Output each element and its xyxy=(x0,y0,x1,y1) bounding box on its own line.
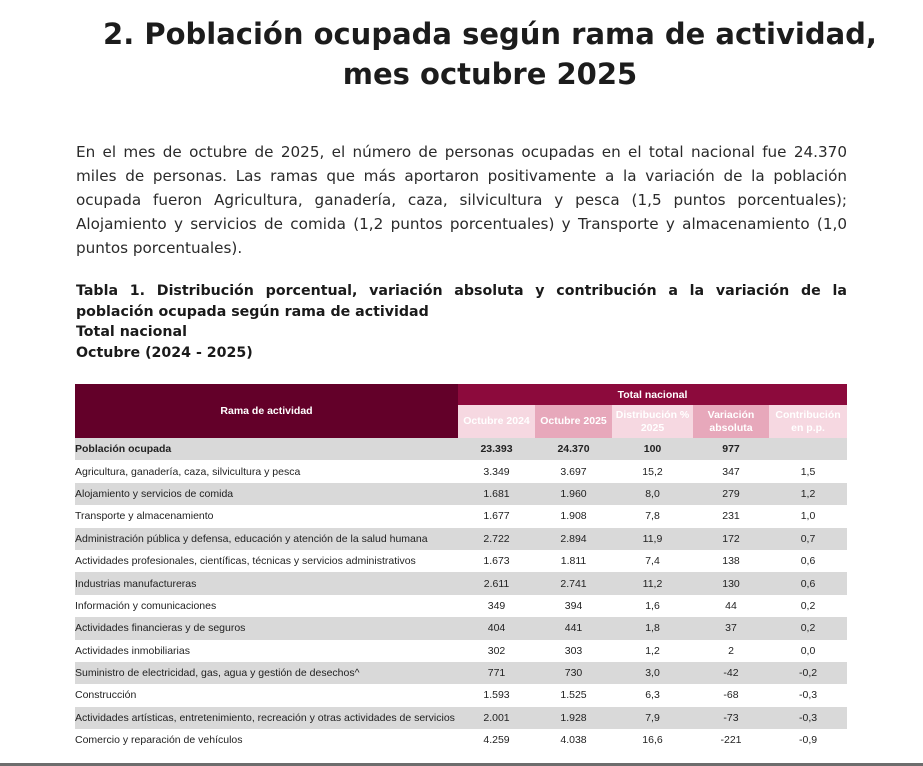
table-row xyxy=(75,640,847,662)
table-row xyxy=(75,707,847,729)
cell-distribucion: 3,0 xyxy=(612,662,693,684)
cell-octubre-2024: 3.349 xyxy=(483,465,510,478)
cell-variacion: 44 xyxy=(725,599,737,612)
cell-distribucion: 1,2 xyxy=(645,644,660,657)
row-label: Población ocupada xyxy=(75,438,458,460)
cell-variacion: 231 xyxy=(722,510,740,523)
table-row xyxy=(75,595,847,617)
row-label: Agricultura, ganadería, caza, silvicultura y pesca xyxy=(75,465,301,478)
cell-contribucion: -0,3 xyxy=(769,707,847,729)
table-period: Octubre (2024 - 2025) xyxy=(76,344,253,361)
row-label: Actividades inmobiliarias xyxy=(75,644,190,657)
table-caption xyxy=(76,281,847,363)
cell-variacion: 138 xyxy=(722,555,740,568)
cell-octubre-2024: 1.677 xyxy=(483,510,510,523)
row-label: Actividades financieras y de seguros xyxy=(75,617,458,639)
cell-variacion: 2 xyxy=(728,644,734,657)
cell-octubre-2024: 771 xyxy=(458,662,535,684)
row-label: Actividades profesionales, científicas, técnicas y servicios administrativos xyxy=(75,555,416,568)
column-header-variacion: Variación absoluta xyxy=(693,405,769,438)
cell-octubre-2024: 1.593 xyxy=(483,689,510,702)
cell-octubre-2025: 1.960 xyxy=(535,483,612,505)
table-row xyxy=(75,505,847,527)
cell-octubre-2024: 2.722 xyxy=(458,528,535,550)
row-label: Comercio y reparación de vehículos xyxy=(75,734,243,747)
table-row xyxy=(75,572,847,594)
row-label: Transporte y almacenamiento xyxy=(75,510,214,523)
cell-contribucion xyxy=(769,438,847,460)
cell-octubre-2024: 349 xyxy=(487,599,506,612)
cell-variacion: -221 xyxy=(720,734,742,747)
column-header-octubre-2024: Octubre 2024 xyxy=(458,405,535,438)
cell-distribucion: 16,6 xyxy=(642,734,663,747)
cell-distribucion: 7,8 xyxy=(645,510,660,523)
cell-distribucion: 11,9 xyxy=(612,528,693,550)
cell-octubre-2025: 730 xyxy=(535,662,612,684)
cell-variacion: -42 xyxy=(693,662,769,684)
cell-contribucion: 0,2 xyxy=(800,599,816,612)
cell-variacion: -68 xyxy=(723,689,739,702)
cell-octubre-2025: 1.928 xyxy=(535,707,612,729)
cell-distribucion: 1,6 xyxy=(645,599,660,612)
cell-variacion: 279 xyxy=(693,483,769,505)
cell-octubre-2025: 4.038 xyxy=(560,734,587,747)
row-label: Suministro de electricidad, gas, agua y gestión de desechos^ xyxy=(75,662,458,684)
cell-variacion: 172 xyxy=(693,528,769,550)
table-title: Tabla 1. Distribución porcentual, variación absoluta y contribución a la variación de la población ocupada según rama de actividad xyxy=(76,283,847,320)
intro-paragraph: En el mes de octubre de 2025, el número de personas ocupadas en el total nacional fue 24.370 miles de personas. Las ramas que más aportaron positivamente a la variación de la población ocupada fueron Agricultura, ganadería, caza, silvicultura y pesca (1,5 puntos porcentuales); Alojamiento y servicios de comida (1,2 puntos porcentuales) y Transporte y almacenamiento (1,0 puntos porcentuales). xyxy=(76,143,847,257)
column-header-octubre-2025: Octubre 2025 xyxy=(535,405,612,438)
cell-octubre-2024: 404 xyxy=(458,617,535,639)
cell-contribucion: 1,2 xyxy=(769,483,847,505)
cell-contribucion: 0,2 xyxy=(769,617,847,639)
cell-octubre-2025: 303 xyxy=(564,644,583,657)
cell-octubre-2024: 23.393 xyxy=(458,438,535,460)
cell-variacion: -73 xyxy=(693,707,769,729)
row-label: Información y comunicaciones xyxy=(75,599,217,612)
cell-distribucion: 6,3 xyxy=(645,689,660,702)
table-row xyxy=(75,617,847,639)
cell-octubre-2024: 1.681 xyxy=(458,483,535,505)
row-label: Alojamiento y servicios de comida xyxy=(75,483,458,505)
table-row xyxy=(75,483,847,505)
table-row xyxy=(75,662,847,684)
cell-octubre-2025: 1.908 xyxy=(560,510,587,523)
table-row-total xyxy=(75,438,847,460)
cell-octubre-2024: 302 xyxy=(487,644,506,657)
cell-contribucion: 0,0 xyxy=(800,644,816,657)
cell-distribucion: 15,2 xyxy=(642,465,663,478)
column-header-distribucion: Distribución % 2025 xyxy=(612,405,693,438)
cell-variacion: 37 xyxy=(693,617,769,639)
cell-contribucion: 1,0 xyxy=(800,510,816,523)
group-header-total-nacional: Total nacional xyxy=(458,384,847,405)
row-label: Industrias manufactureras xyxy=(75,572,458,594)
cell-octubre-2024: 1.673 xyxy=(483,555,510,568)
cell-octubre-2024: 2.001 xyxy=(458,707,535,729)
cell-octubre-2024: 4.259 xyxy=(483,734,510,747)
cell-octubre-2025: 24.370 xyxy=(535,438,612,460)
cell-octubre-2025: 3.697 xyxy=(560,465,587,478)
cell-contribucion: -0,3 xyxy=(798,689,818,702)
cell-distribucion: 1,8 xyxy=(612,617,693,639)
row-label: Construcción xyxy=(75,689,137,702)
column-header-rama: Rama de actividad xyxy=(75,384,458,438)
table-body xyxy=(75,438,847,751)
cell-contribucion: 1,5 xyxy=(800,465,816,478)
cell-distribucion: 7,9 xyxy=(612,707,693,729)
cell-distribucion: 11,2 xyxy=(612,572,693,594)
table-row xyxy=(75,460,847,482)
cell-octubre-2025: 441 xyxy=(535,617,612,639)
title-line-2: mes octubre 2025 xyxy=(342,57,638,91)
cell-octubre-2025: 394 xyxy=(564,599,583,612)
table-row xyxy=(75,729,847,751)
cell-octubre-2024: 2.611 xyxy=(458,572,535,594)
cell-contribucion: -0,2 xyxy=(769,662,847,684)
table-row xyxy=(75,550,847,572)
cell-distribucion: 8,0 xyxy=(612,483,693,505)
row-label: Actividades artísticas, entretenimiento, recreación y otras actividades de servicios xyxy=(75,707,458,729)
column-header-contribucion: Contribución en p.p. xyxy=(769,405,847,438)
cell-octubre-2025: 1.811 xyxy=(560,555,587,568)
cell-contribucion: 0,6 xyxy=(769,572,847,594)
title-line-1: 2. Población ocupada según rama de actividad, xyxy=(103,17,877,51)
cell-octubre-2025: 2.894 xyxy=(535,528,612,550)
table-row xyxy=(75,528,847,550)
cell-distribucion: 100 xyxy=(612,438,693,460)
cell-octubre-2025: 2.741 xyxy=(535,572,612,594)
data-table xyxy=(75,384,847,751)
cell-variacion: 130 xyxy=(693,572,769,594)
cell-octubre-2025: 1.525 xyxy=(560,689,587,702)
cell-contribucion: 0,7 xyxy=(769,528,847,550)
row-label: Administración pública y defensa, educación y atención de la salud humana xyxy=(75,528,458,550)
cell-variacion: 347 xyxy=(722,465,740,478)
page-title xyxy=(60,14,920,94)
table-scope: Total nacional xyxy=(76,324,187,340)
cell-contribucion: -0,9 xyxy=(798,734,818,747)
table-row xyxy=(75,684,847,706)
cell-variacion: 977 xyxy=(693,438,769,460)
cell-contribucion: 0,6 xyxy=(800,555,816,568)
cell-distribucion: 7,4 xyxy=(645,555,660,568)
